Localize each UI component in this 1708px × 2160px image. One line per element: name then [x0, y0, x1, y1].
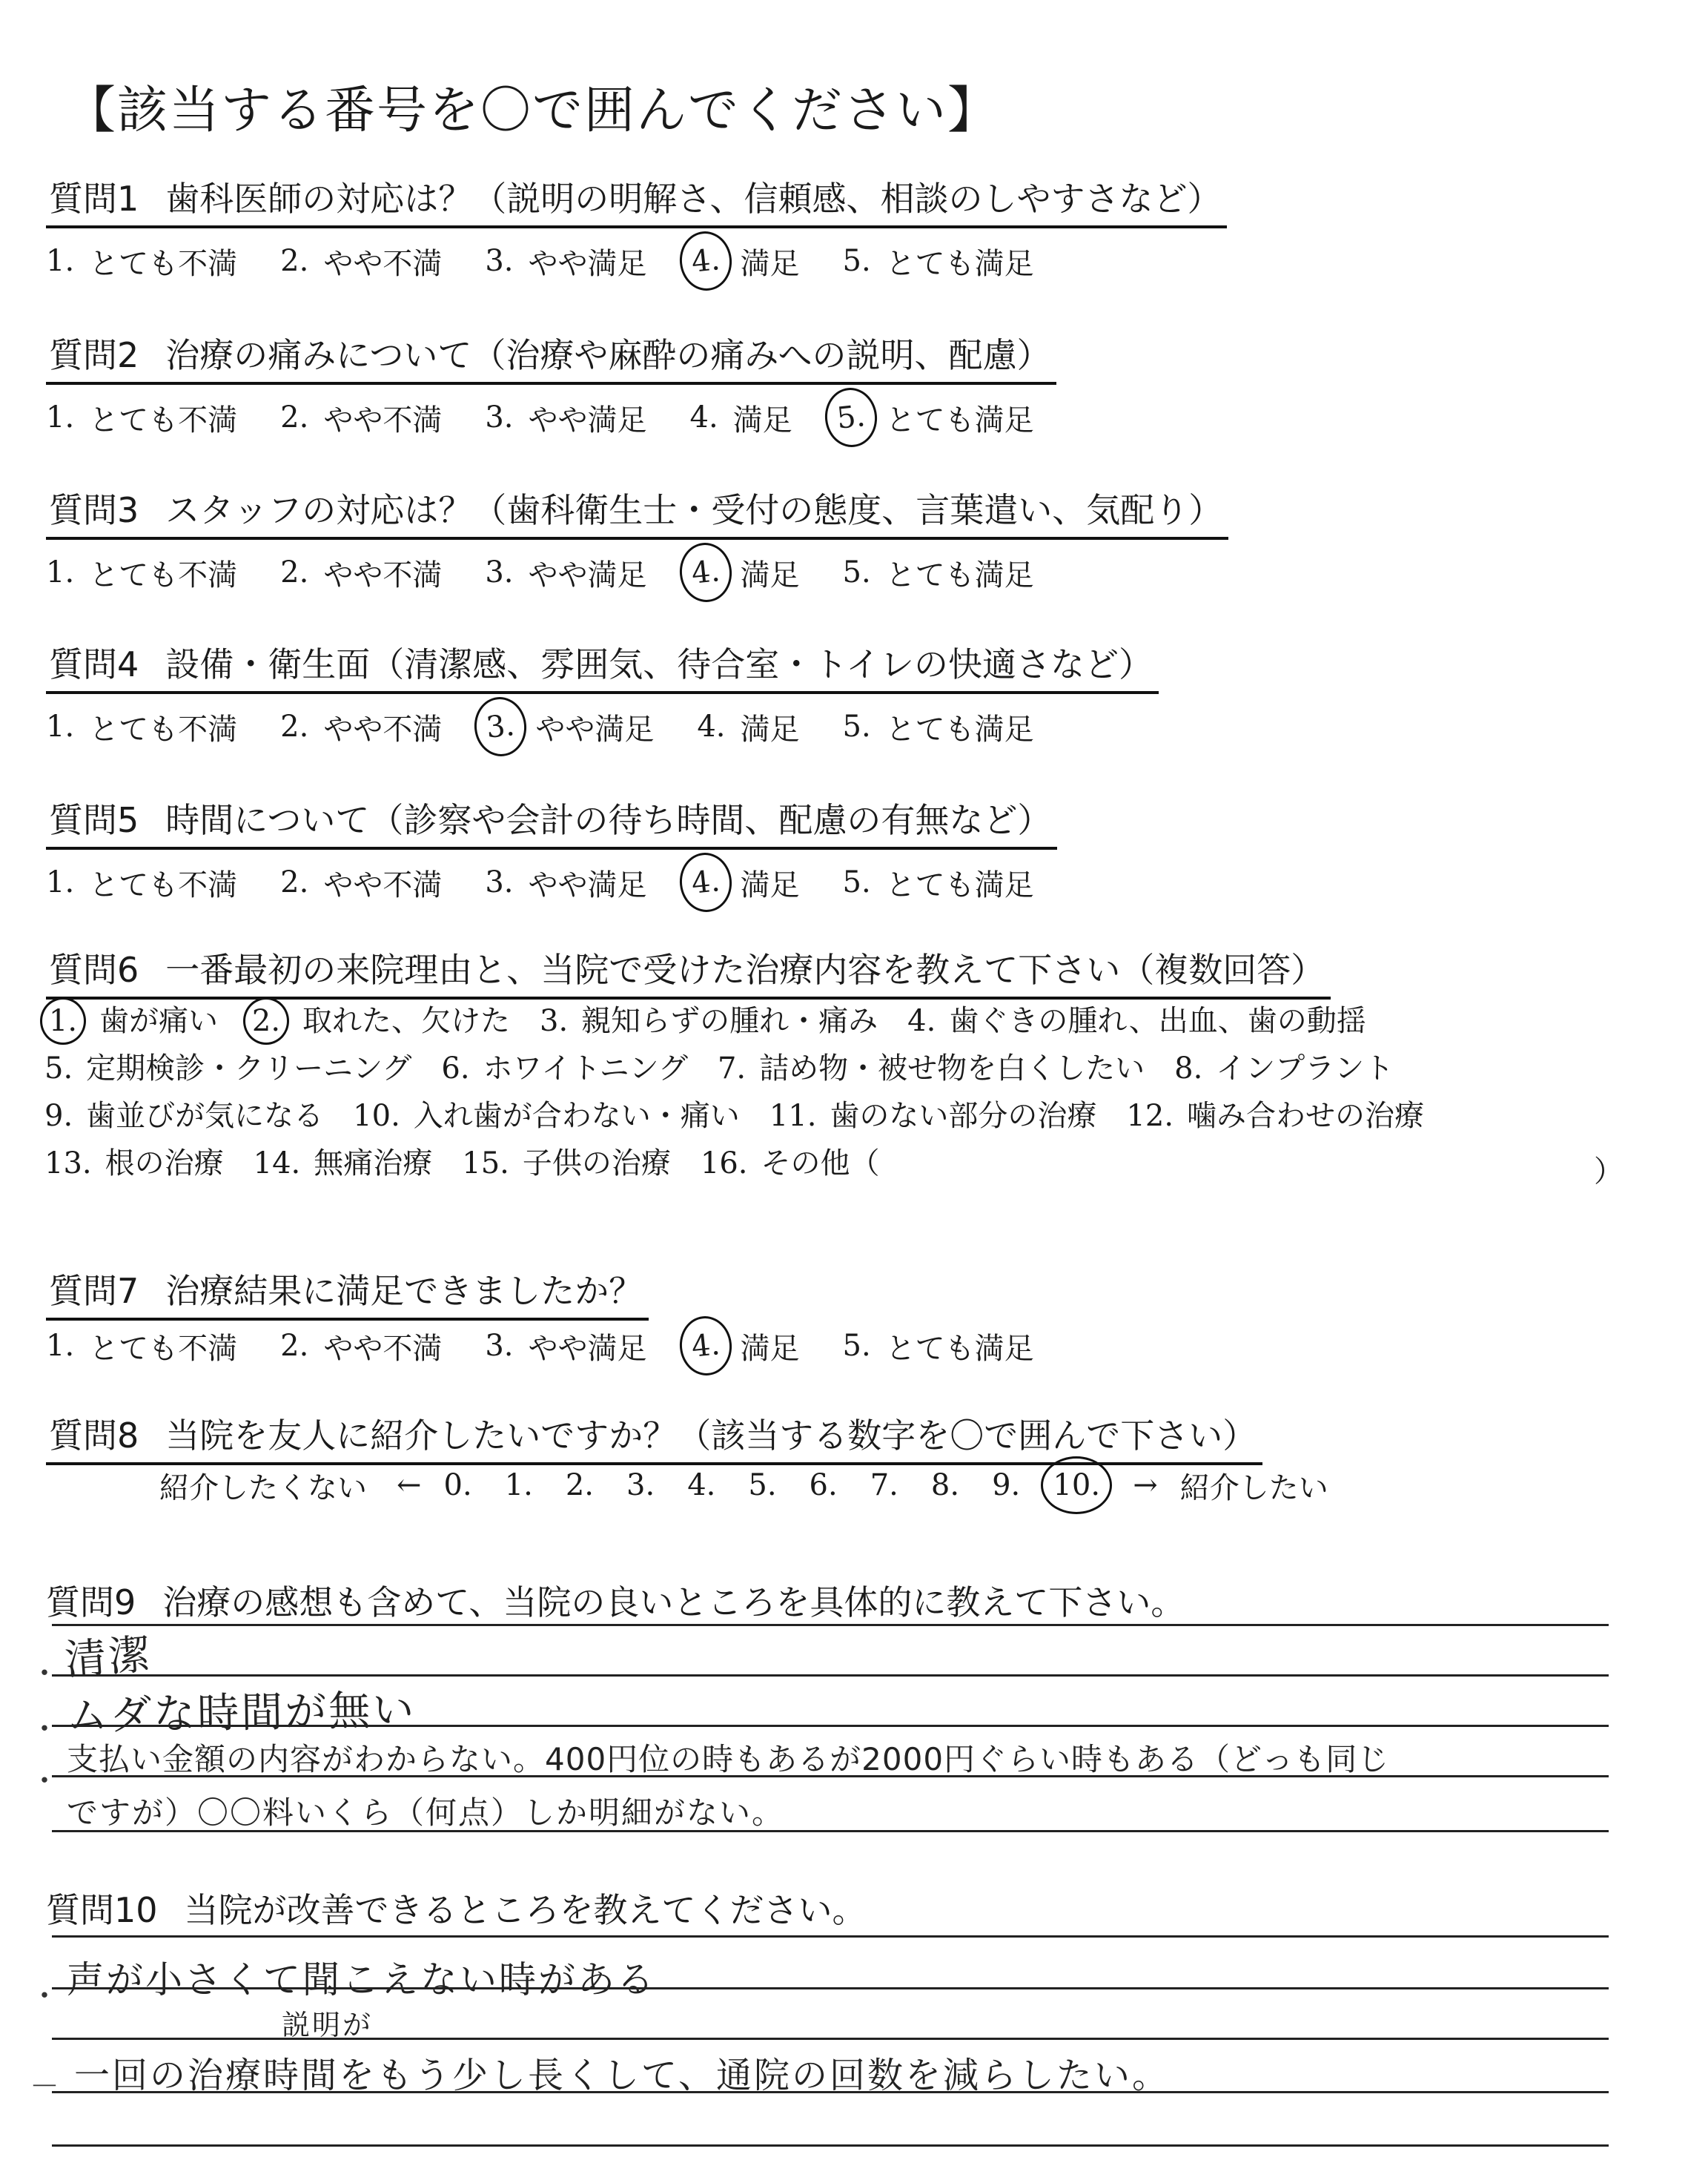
option-label: とても不満 [89, 868, 238, 902]
answer-bullet: ・ [30, 1712, 59, 1746]
option-3[interactable] [485, 240, 646, 283]
option-number: 1. [46, 710, 75, 744]
option-4[interactable] [690, 231, 800, 291]
scale-numbers [444, 1456, 1133, 1514]
question-3-text: スタッフの対応は？（歯科衛生士・受付の態度、言葉遣い、気配り） [165, 490, 1223, 530]
question-8-scale [159, 1456, 1358, 1514]
scale-number[interactable]: 5. [748, 1468, 777, 1502]
scale-left-label: 紹介したくない [159, 1470, 367, 1505]
scale-right-label: 紹介したい [1179, 1470, 1328, 1505]
checklist-item[interactable] [718, 1045, 1145, 1092]
checklist-row [44, 1045, 1454, 1092]
item-number: 10. [353, 1099, 400, 1133]
option-number: 4. [697, 710, 726, 744]
question-7-title [46, 1264, 649, 1321]
option-label: 満足 [740, 1331, 800, 1366]
option-4[interactable] [690, 1316, 800, 1375]
option-5[interactable] [843, 706, 1034, 748]
selected-option-number: 4. [677, 1314, 735, 1378]
option-label: やや満足 [535, 712, 655, 747]
option-number: 5. [842, 555, 871, 589]
question-6-options [44, 997, 1454, 1187]
option-label: とても満足 [885, 1331, 1034, 1366]
answer-line [52, 1935, 1609, 1938]
option-label: とても不満 [89, 1331, 238, 1366]
checklist-item[interactable] [248, 997, 510, 1045]
option-4[interactable] [697, 706, 799, 748]
option-1[interactable] [46, 862, 237, 904]
question-2-title [46, 328, 1056, 385]
checklist-item[interactable] [44, 1092, 323, 1140]
selected-option-number: 4. [677, 851, 735, 915]
scale-number[interactable]: 6. [809, 1468, 838, 1502]
question-2-text: 治療の痛みについて（治療や麻酔の痛みへの説明、配慮） [165, 335, 1051, 375]
option-label: やや不満 [323, 246, 443, 281]
item-label: その他（ [761, 1146, 880, 1180]
question-5-text: 時間について（診察や会計の待ち時間、配慮の有無など） [165, 800, 1052, 840]
option-label: やや不満 [323, 712, 443, 747]
item-label: インプラント [1216, 1051, 1394, 1086]
option-number: 2. [280, 865, 309, 899]
question-9-label: 質問9 [46, 1582, 136, 1622]
option-3[interactable] [485, 1325, 646, 1367]
option-1[interactable] [46, 552, 237, 594]
checklist-row [44, 1140, 1454, 1187]
checklist-item[interactable] [441, 1045, 688, 1092]
option-number: 2. [280, 244, 309, 278]
option-label: とても不満 [89, 712, 238, 747]
answer-line [52, 1624, 1609, 1626]
item-label: 歯が痛い [99, 1004, 218, 1038]
item-number: 4. [907, 1004, 936, 1038]
scale-number[interactable]: 7. [870, 1468, 898, 1502]
option-label: 満足 [740, 712, 800, 747]
option-number: 2. [280, 710, 309, 744]
item-number: 5. [44, 1051, 73, 1086]
scale-right-arrow: → [1133, 1468, 1158, 1502]
option-number: 1. [46, 400, 75, 435]
question-9-title [46, 1576, 1185, 1625]
question-1-text: 歯科医師の対応は？（説明の明解さ、信頼感、相談のしやすさなど） [165, 179, 1222, 219]
question-8-label: 質問8 [49, 1416, 139, 1456]
option-4[interactable] [690, 397, 792, 439]
scale-number[interactable]: 0. [443, 1468, 472, 1502]
item-number: 15. [462, 1146, 509, 1180]
selected-scale-number[interactable]: 10. [1041, 1456, 1112, 1514]
option-label: とても満足 [885, 558, 1034, 592]
question-2-label: 質問2 [49, 335, 139, 375]
item-label: 歯ぐきの腫れ、出血、歯の動揺 [949, 1004, 1366, 1038]
option-label: やや不満 [323, 558, 443, 592]
checklist-item[interactable] [907, 997, 1366, 1045]
option-3[interactable] [485, 552, 646, 594]
answer-line [52, 1674, 1609, 1677]
selected-item-number: 1. [40, 997, 86, 1045]
option-label: とても不満 [89, 246, 238, 281]
question-10-text: 当院が改善できるところを教えてください。 [184, 1890, 867, 1930]
item-label: 定期検診・クリーニング [86, 1051, 412, 1086]
item-label: 歯のない部分の治療 [830, 1099, 1097, 1133]
scale-number[interactable]: 2. [565, 1468, 595, 1502]
question-6-label: 質問6 [49, 950, 139, 990]
scale-number[interactable]: 3. [626, 1468, 655, 1502]
option-5[interactable] [835, 388, 1034, 447]
item-label: ホワイトニング [483, 1051, 688, 1086]
option-label: やや不満 [323, 403, 443, 437]
option-number: 1. [46, 1329, 75, 1363]
option-4[interactable] [690, 543, 800, 602]
question-4-label: 質問4 [49, 644, 139, 684]
question-9-text: 治療の感想も含めて、当院の良いところを具体的に教えて下さい。 [162, 1582, 1185, 1622]
option-label: とても満足 [885, 403, 1034, 437]
option-number: 5. [842, 1329, 871, 1363]
option-label: やや満足 [528, 868, 647, 902]
scale-number[interactable]: 1. [504, 1468, 533, 1502]
option-5[interactable] [843, 552, 1034, 594]
option-number: 3. [485, 1329, 514, 1363]
option-4[interactable] [690, 853, 800, 912]
option-1[interactable] [46, 1325, 237, 1367]
option-number: 1. [46, 865, 75, 899]
scale-number[interactable]: 9. [992, 1468, 1021, 1502]
item-number: 3. [540, 1004, 569, 1038]
checklist-row [44, 997, 1454, 1045]
option-label: とても満足 [885, 868, 1034, 902]
item-number: 7. [717, 1051, 747, 1086]
option-1[interactable] [46, 397, 237, 439]
item-number: 13. [44, 1146, 92, 1180]
option-number: 3. [485, 400, 514, 435]
checklist-item[interactable] [254, 1140, 433, 1187]
checklist-item[interactable] [540, 997, 878, 1045]
question-6-text: 一番最初の来院理由と、当院で受けた治療内容を教えて下さい（複数回答） [165, 950, 1325, 990]
option-2[interactable] [280, 240, 442, 283]
q9-answer-2: ムダな時間が無い [65, 1685, 417, 1741]
checklist-item[interactable] [1174, 1045, 1394, 1092]
option-label: とても不満 [89, 558, 238, 592]
option-5[interactable] [843, 1325, 1034, 1367]
selected-option-number: 3. [471, 695, 529, 759]
question-5-label: 質問5 [49, 800, 139, 840]
question-10-label: 質問10 [46, 1890, 158, 1930]
option-1[interactable] [46, 706, 237, 748]
option-label: やや不満 [323, 868, 443, 902]
item-label: 根の治療 [105, 1146, 224, 1180]
page-title: 【該当する番号を〇で囲んでください】 [65, 82, 1000, 140]
option-number: 2. [280, 555, 309, 589]
item-number: 6. [441, 1051, 470, 1086]
item-number: 14. [253, 1146, 301, 1180]
item-label: 詰め物・被せ物を白くしたい [759, 1051, 1145, 1086]
option-number: 3. [485, 865, 514, 899]
option-number: 1. [46, 555, 75, 589]
question-6-title [46, 943, 1331, 1000]
answer-bullet: － [30, 2070, 59, 2104]
selected-option-number: 4. [677, 229, 735, 294]
option-number: 3. [485, 555, 514, 589]
option-label: 満足 [740, 868, 800, 902]
option-number: 5. [842, 865, 871, 899]
question-1-title [46, 172, 1227, 228]
option-3[interactable] [485, 397, 646, 439]
answer-line [52, 2144, 1609, 2147]
option-number: 5. [842, 710, 871, 744]
item-label: 取れた、欠けた [302, 1004, 510, 1038]
checklist-item[interactable] [769, 1092, 1097, 1140]
option-label: とても不満 [89, 403, 238, 437]
option-label: 満足 [740, 558, 800, 592]
option-2[interactable] [280, 397, 442, 439]
checklist-item[interactable] [462, 1140, 671, 1187]
question-7-options [46, 1316, 1077, 1375]
checklist-row [44, 1092, 1454, 1140]
question-7-label: 質問7 [49, 1271, 139, 1311]
selected-item-number: 2. [243, 997, 289, 1045]
scale-number[interactable]: 4. [687, 1468, 716, 1502]
item-number: 16. [700, 1146, 748, 1180]
item-number: 8. [1174, 1051, 1203, 1086]
option-number: 4. [689, 400, 718, 435]
option-3[interactable] [485, 862, 646, 904]
checklist-item[interactable] [701, 1140, 880, 1187]
question-3-title [46, 483, 1228, 540]
item-label: 歯並びが気になる [86, 1099, 324, 1133]
option-number: 2. [280, 400, 309, 435]
checklist-item[interactable] [1126, 1092, 1424, 1140]
q9-answer-3: 支払い金額の内容がわからない。400円位の時もあるが2000円ぐらい時もある（どっも同じ [67, 1741, 1390, 1777]
option-label: やや不満 [323, 1331, 443, 1366]
other-close-paren: ） [1594, 1155, 1623, 1189]
option-number: 1. [46, 244, 75, 278]
checklist-item[interactable] [44, 1140, 224, 1187]
option-label: やや満足 [528, 403, 647, 437]
item-label: 子供の治療 [522, 1146, 671, 1180]
option-5[interactable] [843, 862, 1034, 904]
item-label: 無痛治療 [314, 1146, 433, 1180]
item-number: 11. [769, 1099, 817, 1133]
option-number: 2. [280, 1329, 309, 1363]
checklist-item[interactable] [44, 997, 218, 1045]
question-3-options [46, 543, 1077, 602]
option-label: やや満足 [528, 558, 647, 592]
q10-answer-1: 声が小さくて聞こえない時がある [67, 1958, 656, 2001]
question-3-label: 質問3 [49, 490, 139, 530]
option-label: 満足 [732, 403, 792, 437]
answer-bullet: ・ [30, 1764, 59, 1798]
option-label: やや満足 [528, 1331, 647, 1366]
q10-answer-2: 一回の治療時間をもう少し長くして、通院の回数を減らしたい。 [74, 2055, 1171, 2096]
checklist-item[interactable] [44, 1045, 411, 1092]
question-5-options [46, 853, 1077, 912]
option-3[interactable] [485, 697, 654, 756]
scale-left-arrow: ← [397, 1468, 422, 1502]
question-8-text: 当院を友人に紹介したいですか？（該当する数字を〇で囲んで下さい） [165, 1416, 1257, 1456]
question-10-title [46, 1883, 867, 1932]
selected-option-number: 4. [677, 541, 735, 605]
option-1[interactable] [46, 240, 237, 283]
option-5[interactable] [843, 240, 1034, 283]
checklist-item[interactable] [353, 1092, 740, 1140]
option-label: やや満足 [528, 246, 647, 281]
item-label: 親知らずの腫れ・痛み [581, 1004, 878, 1038]
option-label: 満足 [740, 246, 800, 281]
q9-answer-4: ですが）〇〇料いくら（何点）しか明細がない。 [67, 1794, 785, 1831]
item-label: 噛み合わせの治療 [1187, 1099, 1425, 1133]
scale-number[interactable]: 8. [930, 1468, 960, 1502]
question-1-label: 質問1 [49, 179, 139, 219]
item-number: 12. [1126, 1099, 1174, 1133]
question-4-options [46, 697, 1077, 756]
question-1-options [46, 231, 1077, 291]
selected-option-number: 5. [822, 386, 880, 450]
option-2[interactable] [280, 706, 442, 748]
answer-bullet: ・ [30, 1979, 59, 2013]
q9-answer-1: 清潔 [63, 1630, 154, 1685]
option-number: 5. [842, 244, 871, 278]
question-7-text: 治療結果に満足できましたか？ [165, 1271, 643, 1311]
question-4-title [46, 638, 1159, 694]
option-label: とても満足 [885, 712, 1034, 747]
answer-bullet: ・ [30, 1657, 59, 1691]
question-2-options [46, 388, 1077, 447]
option-number: 3. [485, 244, 514, 278]
option-label: とても満足 [885, 246, 1034, 281]
question-5-title [46, 793, 1057, 850]
item-label: 入れ歯が合わない・痛い [413, 1099, 740, 1133]
option-2[interactable] [280, 552, 442, 594]
q10-answer-insert: 説明が [282, 2009, 374, 2041]
option-2[interactable] [280, 1325, 442, 1367]
option-2[interactable] [280, 862, 442, 904]
item-number: 9. [44, 1099, 73, 1133]
question-4-text: 設備・衛生面（清潔感、雰囲気、待合室・トイレの快適さなど） [165, 644, 1153, 684]
